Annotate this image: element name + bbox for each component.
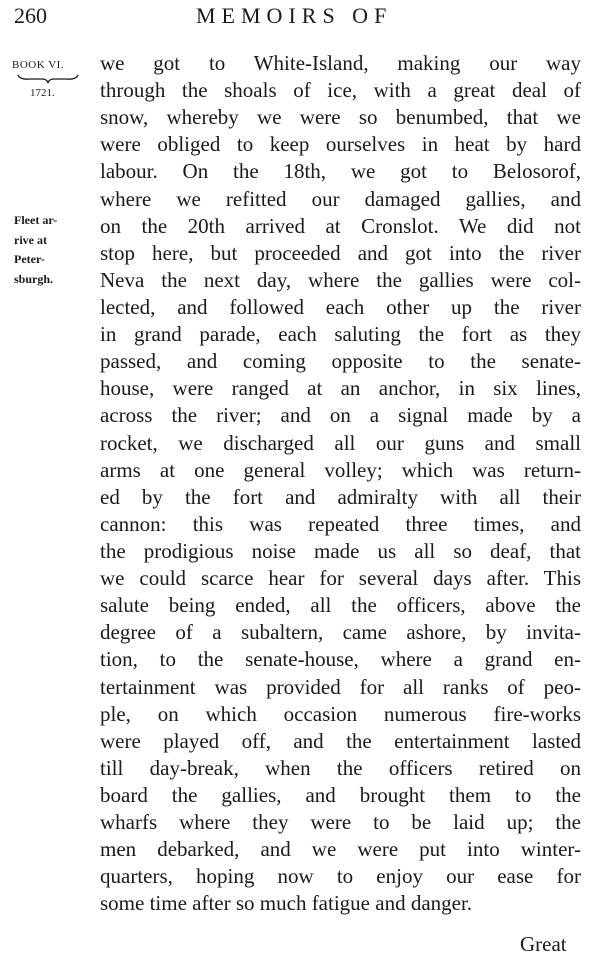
text-line: snow, whereby we were so benumbed, that we: [100, 105, 581, 130]
running-head: MEMOIRS OF: [196, 3, 393, 28]
text-line: the prodigious noise made us all so deaf, that: [100, 538, 581, 563]
text-line: were played off, and the entertainment lasted: [100, 728, 581, 753]
text-line: passed, and coming opposite to the senate-: [100, 349, 581, 374]
text-line: salute being ended, all the officers, above the: [100, 593, 581, 618]
marginal-note-line: Fleet ar-: [14, 213, 58, 227]
margin-sidebar: [12, 58, 100, 100]
text-line: some time after so much fatigue and danger.: [100, 891, 473, 916]
text-line: in grand parade, each saluting the fort as they: [100, 322, 581, 347]
text-line: tion, to the senate-house, where a grand en-: [100, 647, 581, 672]
text-line: we could scarce hear for several days after. This: [100, 566, 581, 591]
text-line: through the shoals of ice, with a great deal of: [100, 78, 581, 103]
marginal-note: [14, 211, 94, 289]
text-line: till day-break, when the officers retired on: [100, 755, 581, 780]
text-line: where we refitted our damaged gallies, and: [100, 186, 581, 211]
year-label: 1721.: [30, 87, 55, 99]
text-line: house, were ranged at an anchor, in six lines,: [100, 376, 581, 401]
text-line: quarters, hoping now to enjoy our ease for: [100, 864, 581, 889]
text-line: tertainment was provided for all ranks of peo-: [100, 674, 581, 699]
text-line: we got to White-Island, making our way: [100, 51, 581, 75]
text-line: stop here, but proceeded and got into the river: [100, 240, 581, 265]
text-line: wharfs where they were to be laid up; the: [100, 810, 581, 835]
text-line: rocket, we discharged all our guns and small: [100, 430, 581, 455]
marginal-note-line: rive at: [14, 232, 47, 247]
text-line: Neva the next day, where the gallies were col-: [100, 267, 581, 292]
marginal-note-line: sburgh.: [14, 271, 54, 286]
text-line: arms at one general volley; which was return-: [100, 457, 581, 482]
marginal-note-line: Peter-: [14, 252, 45, 266]
catchword: Great: [520, 932, 567, 956]
text-line: degree of a subaltern, came ashore, by invita-: [100, 620, 581, 645]
text-line: on the 20th arrived at Cronslot. We did not: [100, 213, 581, 238]
text-line: board the gallies, and brought them to the: [100, 782, 581, 807]
text-line: labour. On the 18th, we got to Belosorof,: [100, 159, 581, 184]
brace-icon: [16, 73, 80, 85]
body-text: [100, 50, 581, 918]
text-line: ed by the fort and admiralty with all their: [100, 484, 581, 509]
text-line: were obliged to keep ourselves in heat by hard: [100, 132, 581, 157]
text-line: ple, on which occasion numerous fire-works: [100, 701, 581, 726]
text-line: across the river; and on a signal made by a: [100, 403, 581, 428]
text-line: cannon: this was repeated three times, and: [100, 511, 581, 536]
text-line: men debarked, and we were put into winter-: [100, 837, 581, 862]
book-label: BOOK VI.: [12, 59, 65, 71]
text-line: lected, and followed each other up the river: [100, 294, 581, 319]
page-number: 260: [14, 3, 47, 28]
